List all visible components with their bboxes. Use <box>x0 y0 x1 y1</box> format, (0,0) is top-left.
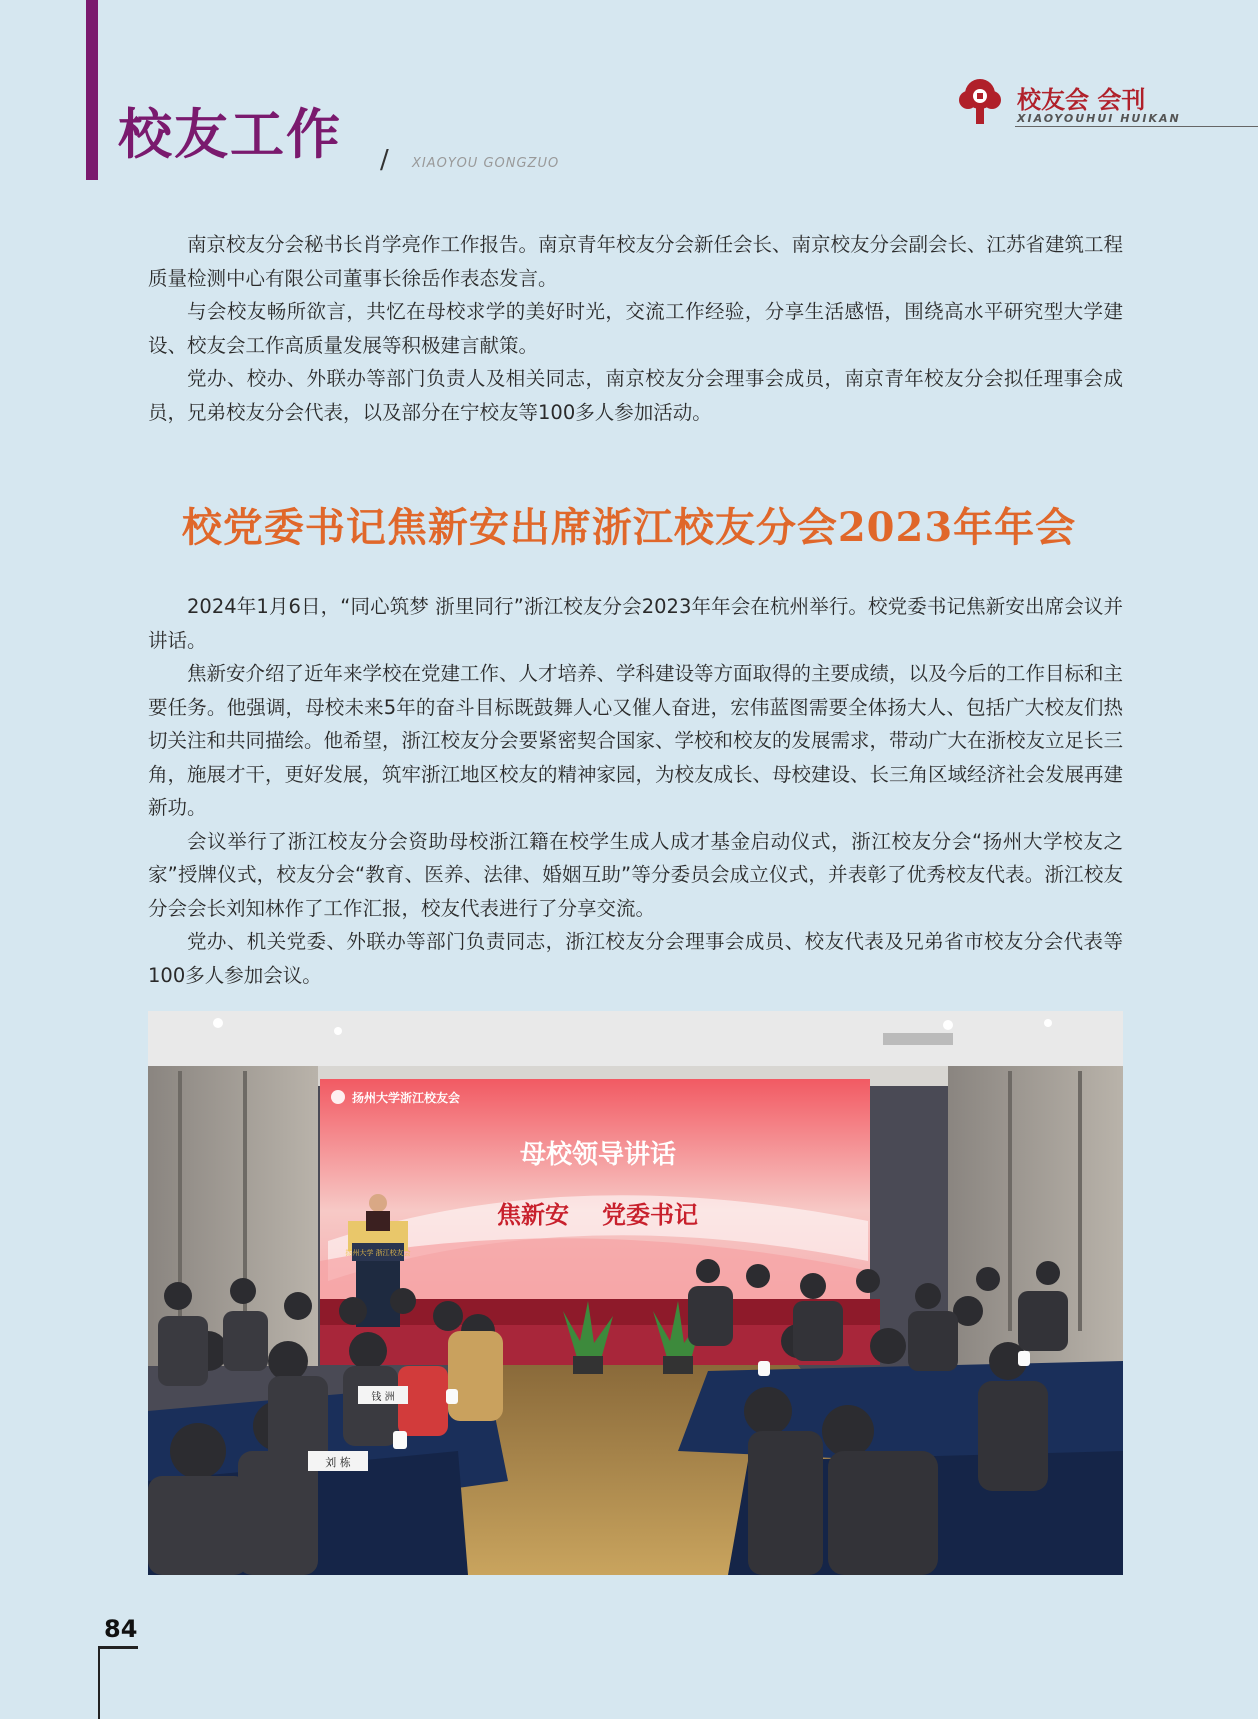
conference-photo <box>148 1011 1123 1575</box>
podium-sign: 扬州大学 浙江校友会 <box>345 1249 411 1257</box>
journal-subtitle: XIAOYOUHUI HUIKAN <box>1017 112 1181 125</box>
section-separator: / <box>380 145 389 175</box>
journal-name: 校友会 会刊 <box>1017 86 1146 114</box>
paragraph: 与会校友畅所欲言，共忆在母校求学的美好时光，交流工作经验，分享生活感悟，围绕高水平研究型大学建设、校友会工作高质量发展等积极建言献策。 <box>148 300 1123 357</box>
paragraph: 会议举行了浙江校友分会资助母校浙江籍在校学生成人成才基金启动仪式，浙江校友分会“扬州大学校友之家”授牌仪式，校友分会“教育、医养、法律、婚姻互助”等分委员会成立仪式，并表彰了优秀校友代表。浙江校友分会会长刘知林作了工作汇报，校友代表进行了分享交流。 <box>148 829 1123 920</box>
article-title: 校党委书记焦新安出席浙江校友分会2023年年会 <box>181 504 1077 551</box>
screen-speaker-role: 党委书记 <box>602 1201 698 1229</box>
screen-heading: 母校领导讲话 <box>519 1140 677 1170</box>
paragraph: 党办、机关党委、外联办等部门负责同志，浙江校友分会理事会成员、校友代表及兄弟省市校友分会代表等100多人参加会议。 <box>148 930 1123 987</box>
paragraph: 焦新安介绍了近年来学校在党建工作、人才培养、学科建设等方面取得的主要成绩，以及今后的工作目标和主要任务。他强调，母校未来5年的奋斗目标既鼓舞人心又催人奋进，宏伟蓝图需要全体扬大人、包括广大校友们热切关注和共同描绘。他希望，浙江校友分会要紧密契合国家、学校和校友的发展需求，带动广大在浙校友立足长三角，施展才干，更好发展，筑牢浙江地区校友的精神家园，为校友成长、母校建设、长三角区域经济社会发展再建新功。 <box>148 662 1124 819</box>
nameplate: 钱 洲 <box>371 1392 395 1403</box>
nameplate: 刘 栋 <box>325 1456 351 1469</box>
paragraph: 党办、校办、外联办等部门负责人及相关同志，南京校友分会理事会成员，南京青年校友分会拟任理事会成员，兄弟校友分会代表，以及部分在宁校友等100多人参加活动。 <box>148 367 1123 424</box>
section-subtitle: XIAOYOU GONGZUO <box>412 156 560 171</box>
section-side-bar <box>86 0 98 180</box>
article-body <box>148 590 1123 992</box>
intro-text <box>148 228 1123 429</box>
paragraph: 2024年1月6日，“同心筑梦 浙里同行”浙江校友分会2023年年会在杭州举行。校党委书记焦新安出席会议并讲话。 <box>148 595 1123 652</box>
screen-speaker-name: 焦新安 <box>497 1201 569 1229</box>
journal-brand <box>955 74 1258 130</box>
page-number: 84 <box>104 1615 138 1643</box>
paragraph: 南京校友分会秘书长肖学亮作工作报告。南京青年校友分会新任会长、南京校友分会副会长、江苏省建筑工程质量检测中心有限公司董事长徐岳作表态发言。 <box>148 233 1124 290</box>
section-title: 校友工作 <box>118 103 342 166</box>
footer-rule-vertical <box>98 1646 100 1719</box>
brand-underline <box>1015 126 1258 127</box>
alumni-tree-logo-icon <box>955 76 1005 126</box>
screen-org-label: 扬州大学浙江校友会 <box>352 1091 461 1105</box>
footer-rule <box>98 1646 138 1649</box>
